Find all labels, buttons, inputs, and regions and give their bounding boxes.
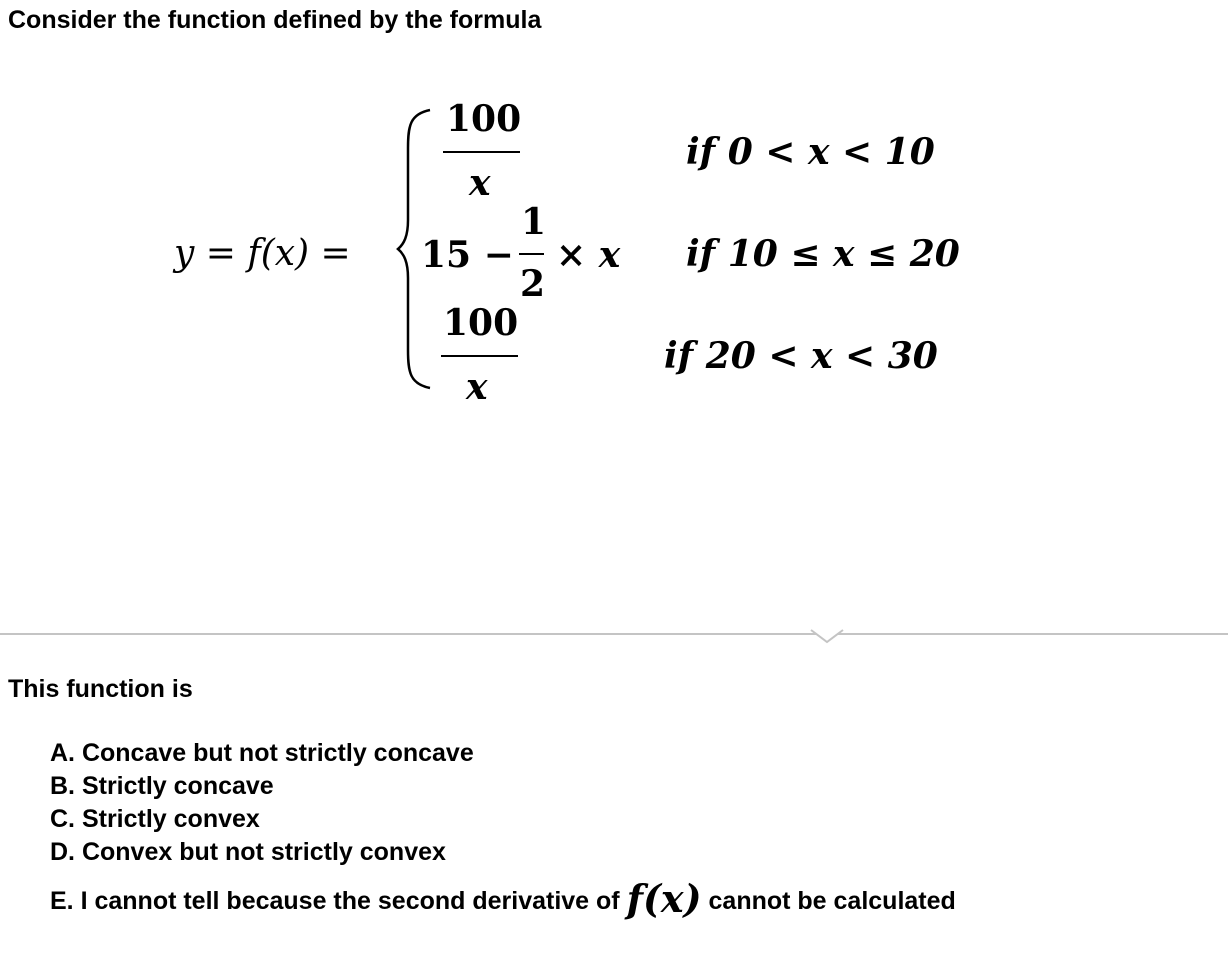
case2-fraction-bar: [519, 253, 544, 255]
option-d-letter: D.: [50, 838, 75, 866]
option-a-letter: A.: [50, 739, 75, 767]
option-a-text: Concave but not strictly concave: [81, 739, 474, 767]
case1-condition: if 0 < x < 10: [686, 131, 935, 173]
case2-fraction-numerator: 1: [521, 201, 547, 243]
option-e-text: I cannot tell because the second derivative of: [80, 887, 620, 915]
chevron-down-icon: [810, 628, 844, 644]
option-e-letter: E.: [50, 887, 74, 915]
formula-lhs: y = f(x) =: [174, 233, 351, 274]
option-b-letter: B.: [50, 772, 75, 800]
piecewise-formula: [0, 0, 1228, 420]
case1-denominator: x: [469, 162, 491, 204]
option-c-letter: C.: [50, 805, 75, 833]
option-d[interactable]: [50, 838, 446, 867]
section-divider: [0, 633, 1228, 635]
case1-numerator: 100: [446, 98, 522, 140]
case1-fraction-bar: [443, 151, 520, 153]
intro-text: Consider the function defined by the formula: [8, 6, 542, 34]
question-text: This function is: [8, 675, 193, 703]
case3-fraction-bar: [441, 355, 518, 357]
case3-denominator: x: [466, 366, 488, 408]
option-c-text: Strictly convex: [81, 805, 260, 833]
option-b-text: Strictly concave: [81, 772, 274, 800]
option-e-text-after: cannot be calculated: [708, 887, 956, 915]
option-a[interactable]: [50, 739, 474, 768]
case3-numerator: 100: [443, 302, 519, 344]
option-c[interactable]: [50, 805, 260, 834]
case2-condition: if 10 ≤ x ≤ 20: [686, 233, 960, 275]
case3-condition: if 20 < x < 30: [664, 335, 938, 377]
option-b[interactable]: [50, 772, 274, 801]
option-e[interactable]: [50, 876, 956, 921]
case2-times-x: × x: [556, 234, 621, 276]
case2-constant: 15 −: [421, 234, 514, 276]
option-d-text: Convex but not strictly convex: [81, 838, 446, 866]
case2-fraction-denominator: 2: [520, 263, 546, 305]
option-e-math: f(x): [626, 876, 702, 921]
